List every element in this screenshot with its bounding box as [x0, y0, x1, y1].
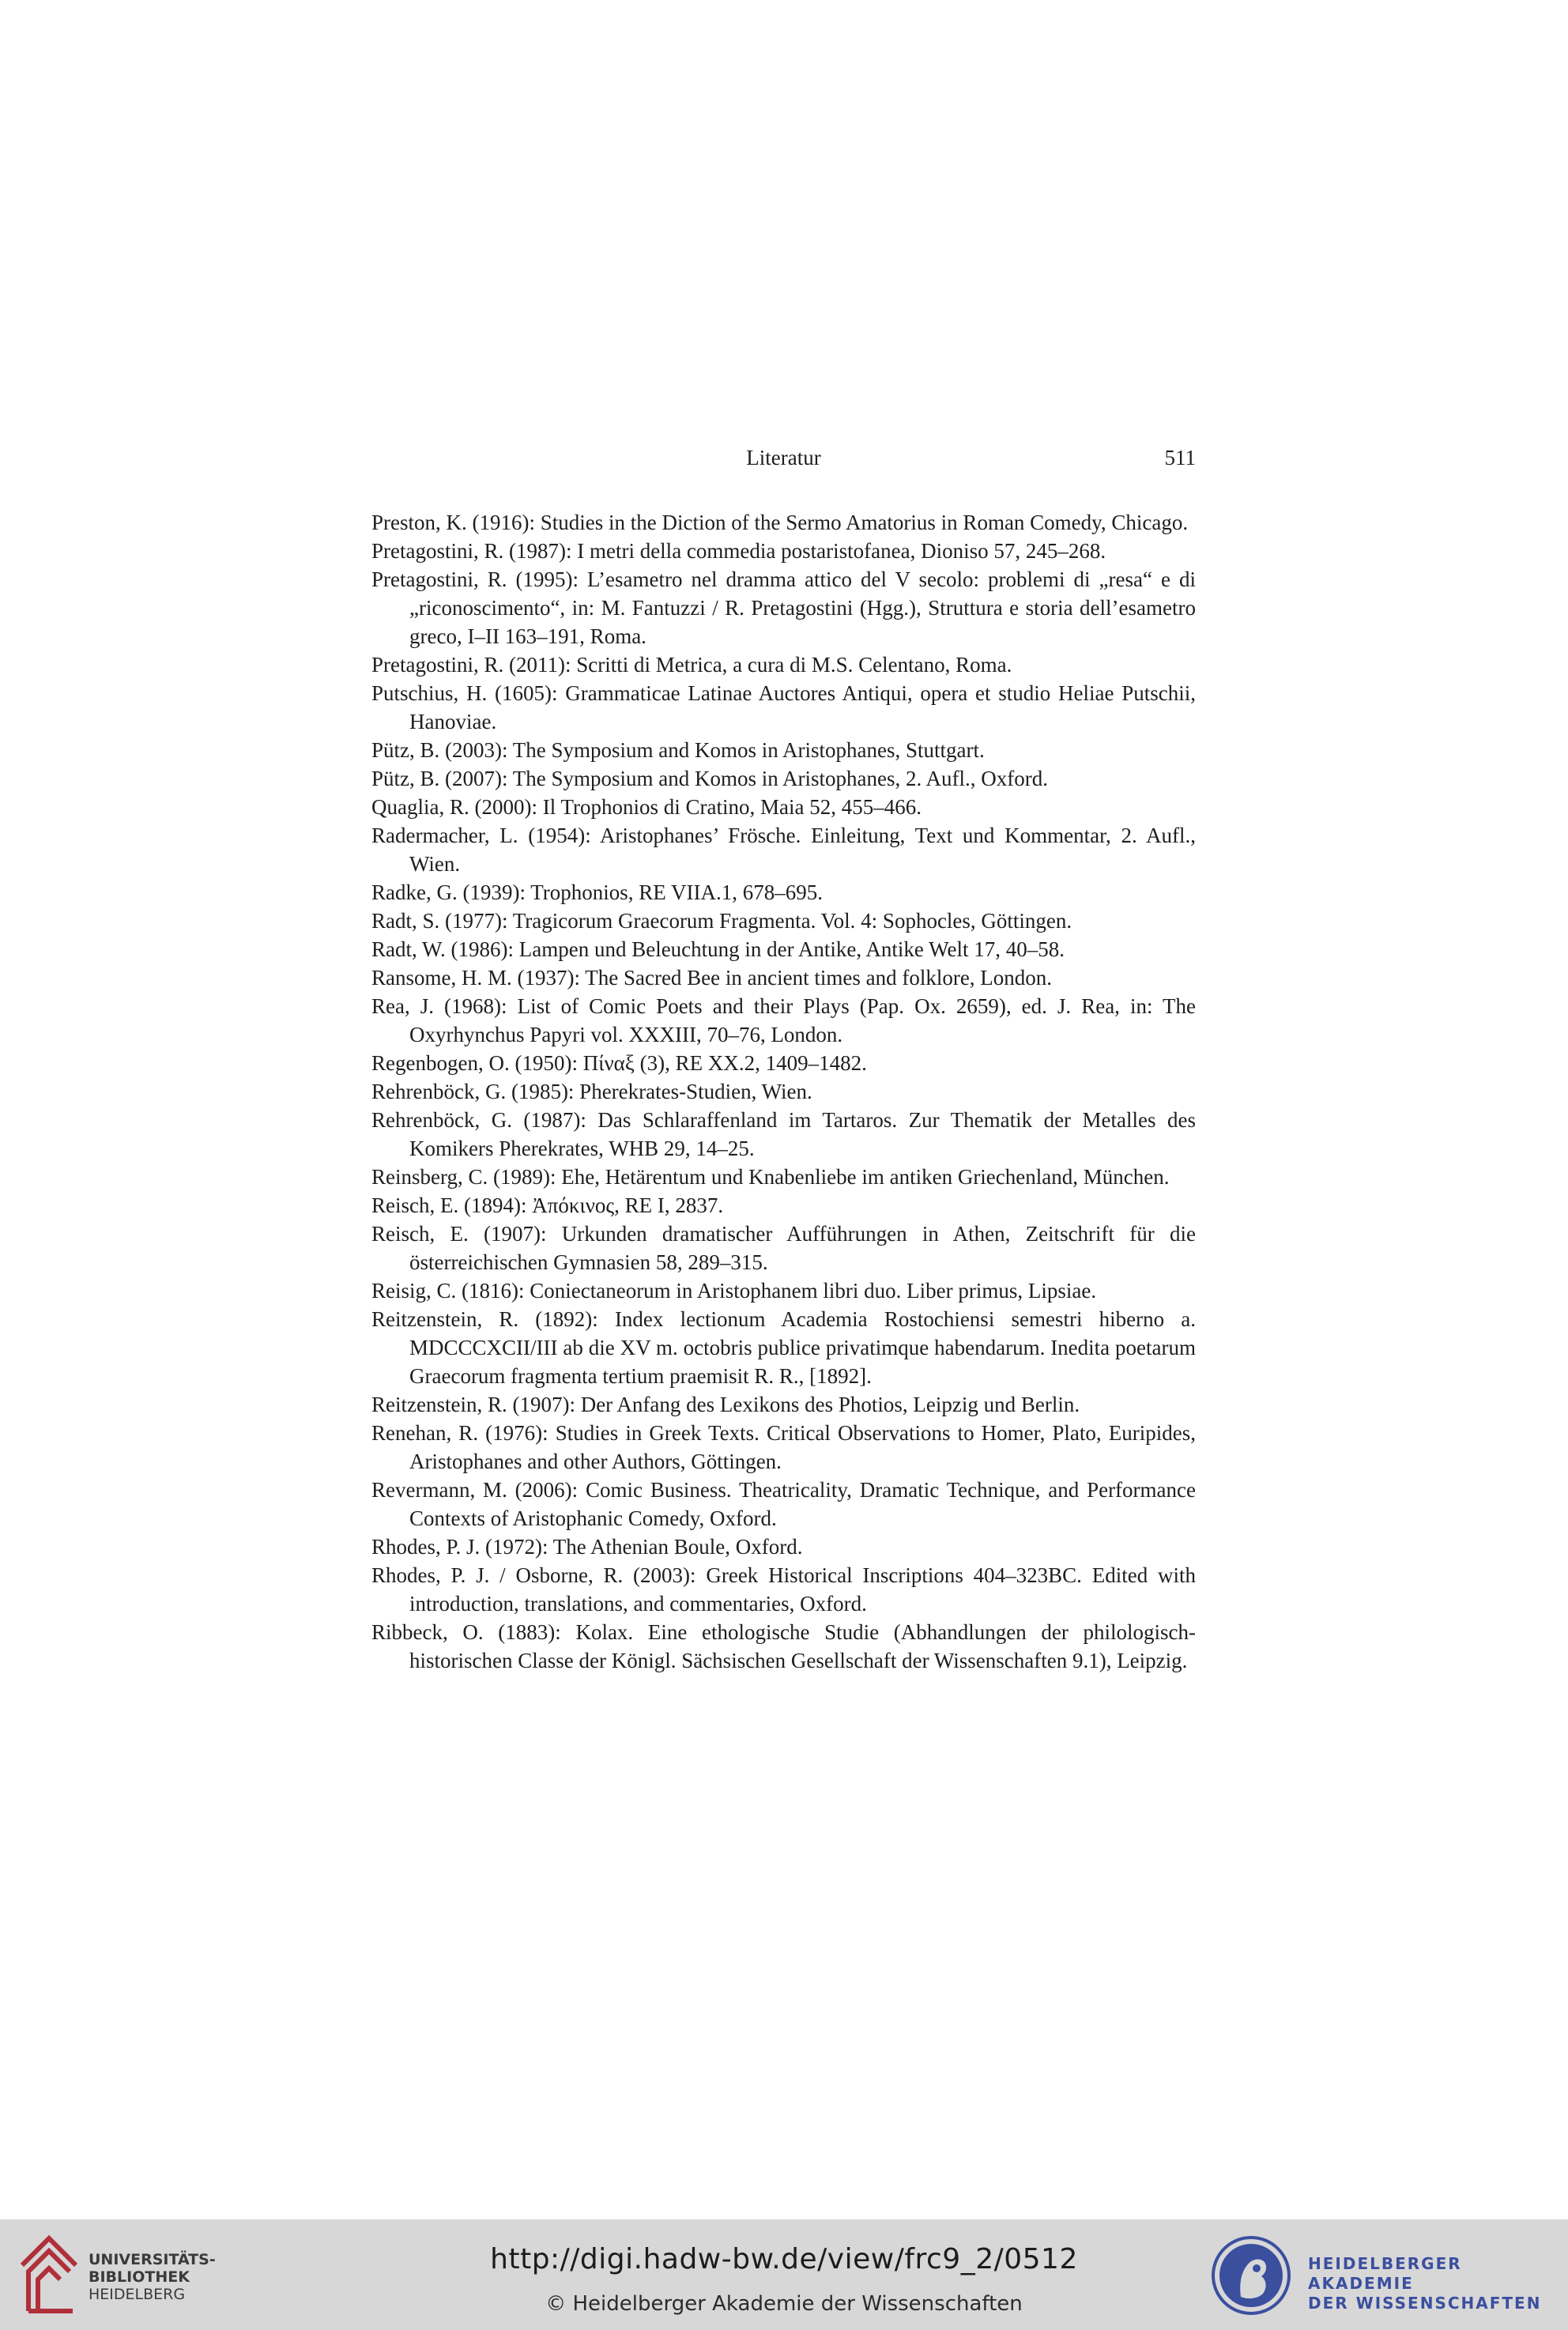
library-name-line2: BIBLIOTHEK — [89, 2268, 190, 2286]
academy-seal-icon — [1211, 2235, 1291, 2316]
library-name-line1: UNIVERSITÄTS- — [89, 2251, 216, 2268]
bibliography-entry: Reisch, E. (1894): Ἀπόκινος, RE I, 2837. — [371, 1193, 724, 1217]
bibliography-entry: Ransome, H. M. (1937): The Sacred Bee in ancient times and folklore, London. — [371, 966, 1053, 990]
bibliography-entry: Ribbeck, O. (1883): Kolax. Eine ethologische Studie (Abhandlungen der philologisch-historischen Classe der Königl. Sächsischen Gesellschaft der Wissenschaften 9.1), Leipzig. — [371, 1620, 1196, 1672]
bibliography-entry: Reitzenstein, R. (1907): Der Anfang des Lexikons des Photios, Leipzig und Berlin. — [371, 1393, 1080, 1416]
bibliography-entry: Pütz, B. (2007): The Symposium and Komos in Aristophanes, 2. Aufl., Oxford. — [371, 767, 1048, 790]
bibliography-entry: Pretagostini, R. (1995): L’esametro nel dramma attico del V secolo: problemi di „resa“ e di „riconoscimento“, in: M. Fantuzzi / R. Pretagostini (Hgg.), Struttura e storia dell’esametro greco, I–II 163–191, Roma. — [371, 567, 1196, 648]
academy-name-line1: HEIDELBERGER AKADEMIE — [1308, 2254, 1462, 2293]
bibliography-entry: Rhodes, P. J. (1972): The Athenian Boule, Oxford. — [371, 1535, 803, 1559]
bibliography-entry: Rea, J. (1968): List of Comic Poets and their Plays (Pap. Ox. 2659), ed. J. Rea, in: The Oxyrhynchus Papyri vol. XXXIII, 70–76, London. — [371, 994, 1196, 1046]
bibliography-entry: Radke, G. (1939): Trophonios, RE VIIA.1, 678–695. — [371, 880, 824, 904]
bibliography-entry: Quaglia, R. (2000): Il Trophonios di Cratino, Maia 52, 455–466. — [371, 795, 922, 819]
academy-name-line2: DER WISSENSCHAFTEN — [1308, 2294, 1542, 2313]
library-name-line3: HEIDELBERG — [89, 2286, 186, 2303]
academy-name — [1308, 2254, 1568, 2313]
bibliography-entry: Preston, K. (1916): Studies in the Diction of the Sermo Amatorius in Roman Comedy, Chicago. — [371, 511, 1189, 534]
bibliography-entry: Reinsberg, C. (1989): Ehe, Hetärentum und Knabenliebe im antiken Griechenland, München. — [371, 1165, 1170, 1189]
bibliography-entry: Reisig, C. (1816): Coniectaneorum in Aristophanem libri duo. Liber primus, Lipsiae. — [371, 1279, 1097, 1303]
bibliography-entry: Radt, S. (1977): Tragicorum Graecorum Fragmenta. Vol. 4: Sophocles, Göttingen. — [371, 909, 1072, 933]
bibliography-entry: Renehan, R. (1976): Studies in Greek Texts. Critical Observations to Homer, Plato, Euripides, Aristophanes and other Authors, Göttingen. — [371, 1421, 1196, 1473]
bibliography-entry: Pretagostini, R. (2011): Scritti di Metrica, a cura di M.S. Celentano, Roma. — [371, 653, 1012, 677]
copyright-notice: © Heidelberger Akademie der Wissenschaften — [545, 2292, 1023, 2316]
bibliography-entry: Putschius, H. (1605): Grammaticae Latinae Auctores Antiqui, opera et studio Heliae Putschii, Hanoviae. — [371, 681, 1196, 733]
bibliography-entry: Reisch, E. (1907): Urkunden dramatischer Aufführungen in Athen, Zeitschrift für die österreichischen Gymnasien 58, 289–315. — [371, 1222, 1196, 1274]
bibliography-list — [371, 508, 1196, 1675]
running-title: Literatur — [746, 446, 821, 469]
bibliography-entry: Rhodes, P. J. / Osborne, R. (2003): Greek Historical Inscriptions 404–323BC. Edited with introduction, translations, and commentaries, Oxford. — [371, 1563, 1196, 1616]
bibliography-entry: Rehrenböck, G. (1987): Das Schlaraffenland im Tartaros. Zur Thematik der Metalles des Komikers Pherekrates, WHB 29, 14–25. — [371, 1108, 1196, 1160]
footer-bar — [0, 2219, 1568, 2330]
bibliography-entry: Reitzenstein, R. (1892): Index lectionum Academia Rostochiensi semestri hiberno a. MDCCCXCII/III ab die XV m. octobris publice privatimque habendarum. Inedita poetarum Graecorum fragmenta tertium praemisit R. R., [1892]. — [371, 1307, 1196, 1388]
bibliography-entry: Radt, W. (1986): Lampen und Beleuchtung in der Antike, Antike Welt 17, 40–58. — [371, 937, 1065, 961]
bibliography-entry: Radermacher, L. (1954): Aristophanes’ Frösche. Einleitung, Text und Kommentar, 2. Aufl., Wien. — [371, 824, 1196, 876]
page-number: 511 — [1164, 446, 1196, 469]
page-header — [371, 446, 1196, 477]
bibliography-entry: Regenbogen, O. (1950): Πίναξ (3), RE XX.2, 1409–1482. — [371, 1051, 867, 1075]
bibliography-entry: Pretagostini, R. (1987): I metri della commedia postaristofanea, Dioniso 57, 245–268. — [371, 539, 1106, 563]
bibliography-entry: Revermann, M. (2006): Comic Business. Theatricality, Dramatic Technique, and Performance Contexts of Aristophanic Comedy, Oxford. — [371, 1478, 1196, 1530]
permalink-url[interactable]: http://digi.hadw-bw.de/view/frc9_2/0512 — [490, 2243, 1078, 2275]
bibliography-entry: Pütz, B. (2003): The Symposium and Komos in Aristophanes, Stuttgart. — [371, 738, 985, 762]
bibliography-entry: Rehrenböck, G. (1985): Pherekrates-Studien, Wien. — [371, 1080, 812, 1103]
